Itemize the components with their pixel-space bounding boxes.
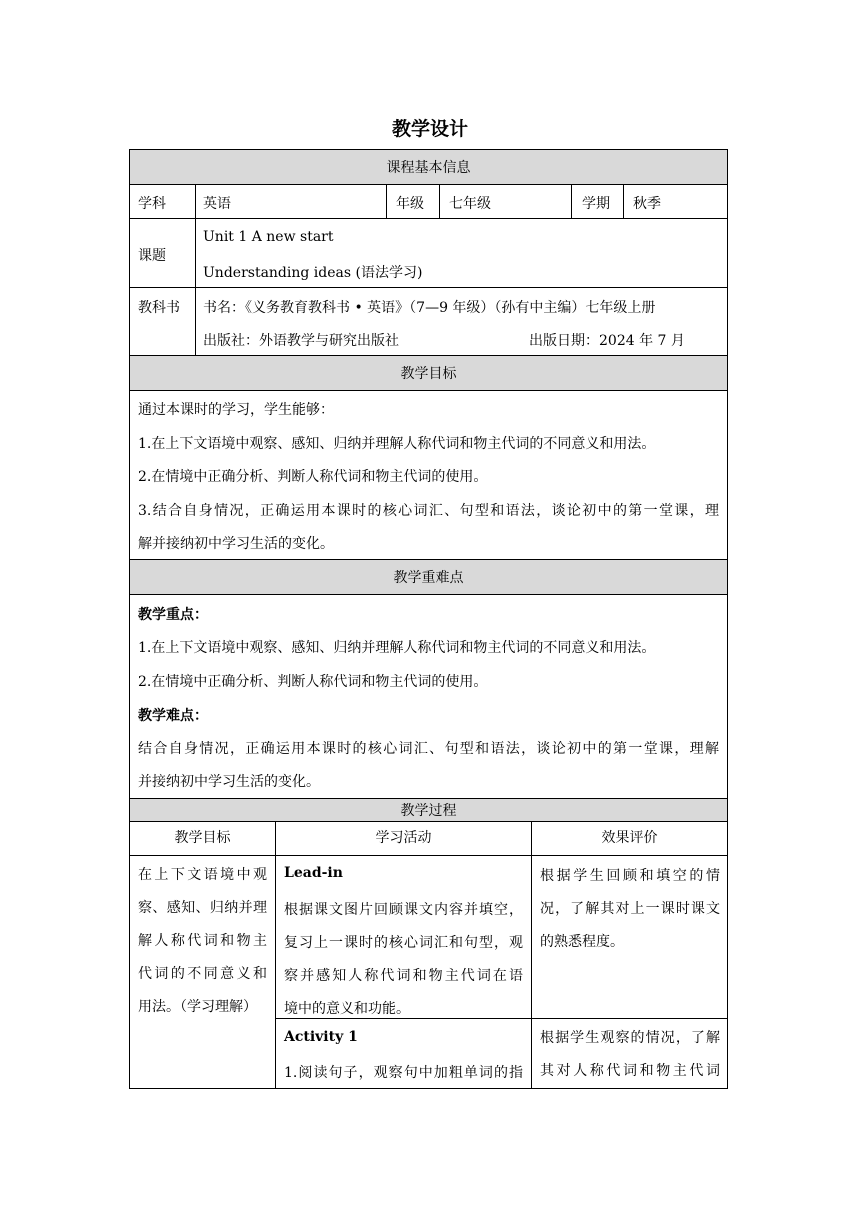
goal-text-line-1: 在上下文语境中观 [138, 867, 267, 883]
term-label-cell [571, 184, 624, 219]
goal-item-3-line-1: 3.结合自身情况，正确运用本课时的核心词汇、句型和语法，谈论初中的第一堂课，理 [138, 503, 719, 519]
leadin-line-4: 境中的意义和功能。 [284, 1001, 410, 1017]
leadin-cell [275, 855, 532, 1019]
textbook-value-cell [195, 287, 728, 356]
leadin-line-3: 察并感知人称代词和物主代词在语 [284, 968, 523, 984]
evaluation-cell-1 [531, 855, 728, 1019]
focus-item-1: 1.在上下文语境中观察、感知、归纳并理解人称代词和物主代词的不同意义和用法。 [138, 640, 656, 656]
difficulty-line-1: 结合自身情况，正确运用本课时的核心词汇、句型和语法，谈论初中的第一堂课，理解 [138, 741, 719, 757]
grade-value: 七年级 [449, 196, 491, 212]
goal-text-line-4: 代词的不同意义和 [138, 966, 267, 982]
process-goal-cell [129, 855, 276, 1089]
subject-label: 学科 [138, 196, 166, 212]
eval1-line-2: 况，了解其对上一课时课文 [540, 901, 720, 917]
eval1-line-3: 的熟悉程度。 [540, 934, 624, 950]
document-title: 教学设计 [391, 118, 468, 140]
goal-item-3-line-2: 解并接纳初中学习生活的变化。 [138, 536, 334, 552]
section-header-keys: 教学重难点 [129, 559, 728, 595]
activity1-line-1: 1.阅读句子，观察句中加粗单词的指 [284, 1065, 523, 1081]
grade-label: 年级 [396, 196, 424, 212]
difficulty-line-2: 并接纳初中学习生活的变化。 [138, 774, 320, 790]
column-header-activity: 学习活动 [275, 821, 532, 856]
goal-item-1: 1.在上下文语境中观察、感知、归纳并理解人称代词和物主代词的不同意义和用法。 [138, 436, 656, 452]
eval1-line-1: 根据学生回顾和填空的情 [540, 868, 720, 884]
goals-intro: 通过本课时的学习，学生能够： [138, 402, 334, 418]
subject-label-cell [129, 184, 196, 219]
goal-text-line-2: 察、感知、归纳并理 [138, 900, 267, 916]
topic-line-1: Unit 1 A new start [203, 229, 334, 245]
topic-label: 课题 [138, 248, 166, 264]
term-label: 学期 [582, 196, 610, 212]
goal-text-line-3: 解人称代词和物主 [138, 933, 267, 949]
leadin-line-2: 复习上一课时的核心词汇和句型，观 [284, 935, 523, 951]
subject-value: 英语 [203, 196, 231, 212]
goals-body [129, 390, 728, 560]
textbook-label: 教科书 [138, 300, 180, 316]
leadin-title: Lead-in [284, 865, 343, 881]
publish-date: 出版日期：2024 年 7 月 [529, 333, 685, 349]
section-header-goals: 教学目标 [129, 355, 728, 391]
term-value: 秋季 [633, 196, 661, 212]
evaluation-cell-2 [531, 1018, 728, 1089]
subject-value-cell [195, 184, 387, 219]
goal-text-line-5: 用法。（学习理解） [138, 999, 257, 1015]
term-value-cell [623, 184, 728, 219]
focus-title: 教学重点： [138, 607, 208, 623]
topic-value-cell [195, 218, 728, 288]
textbook-label-cell [129, 287, 196, 356]
goal-item-2: 2.在情境中正确分析、判断人称代词和物主代词的使用。 [138, 469, 488, 485]
section-header-process: 教学过程 [129, 798, 728, 822]
difficulty-title: 教学难点： [138, 708, 208, 724]
eval2-line-2: 其对人称代词和物主代词 [540, 1063, 720, 1079]
publisher: 出版社：外语教学与研究出版社 [203, 333, 399, 349]
column-header-evaluation: 效果评价 [531, 821, 728, 856]
grade-label-cell [386, 184, 440, 219]
grade-value-cell [439, 184, 572, 219]
leadin-line-1: 根据课文图片回顾课文内容并填空， [284, 902, 523, 918]
activity1-title: Activity 1 [284, 1029, 358, 1045]
topic-line-2: Understanding ideas (语法学习) [203, 265, 423, 281]
focus-item-2: 2.在情境中正确分析、判断人称代词和物主代词的使用。 [138, 674, 488, 690]
eval2-line-1: 根据学生观察的情况，了解 [540, 1030, 720, 1046]
section-header-basic-info: 课程基本信息 [129, 149, 728, 185]
keys-body [129, 594, 728, 799]
topic-label-cell [129, 218, 196, 288]
textbook-name: 书名：《义务教育教科书 • 英语》（7—9 年级）（孙有中主编）七年级上册 [203, 300, 656, 316]
activity1-cell [275, 1018, 532, 1089]
column-header-goal: 教学目标 [129, 821, 276, 856]
